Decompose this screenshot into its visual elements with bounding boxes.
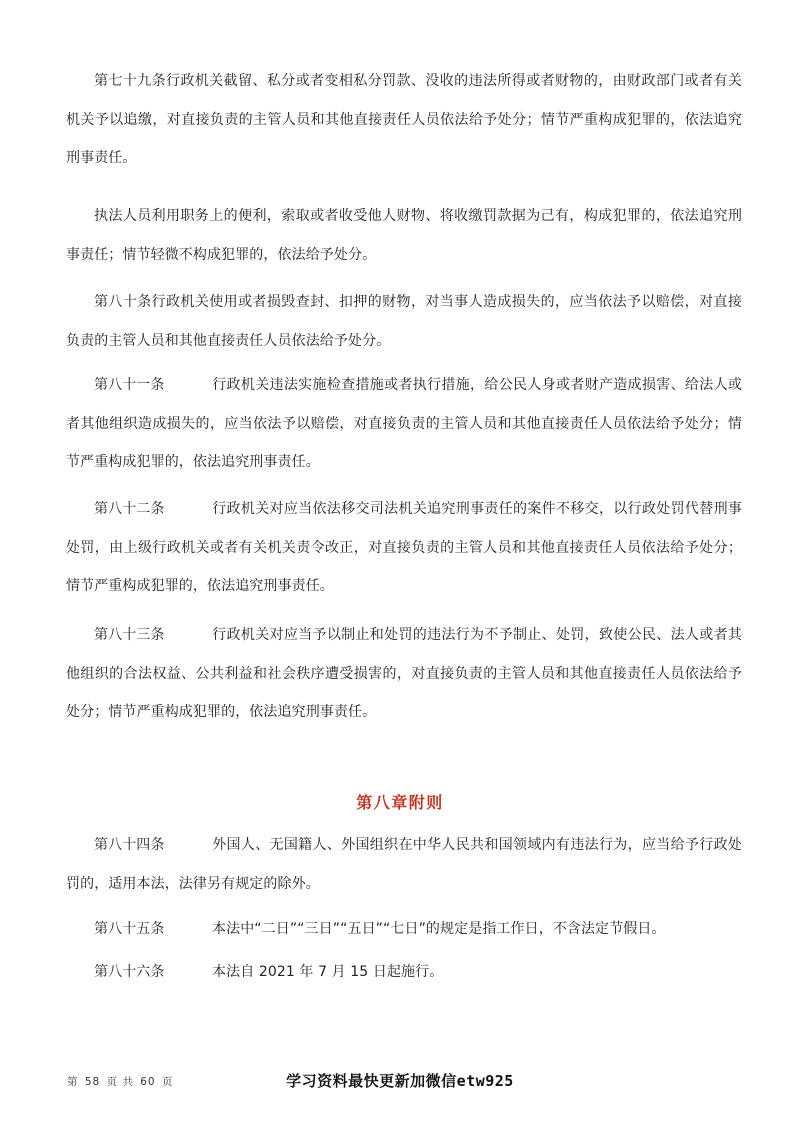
article-number: 第八十四条 bbox=[94, 837, 165, 853]
paragraph-article-84 bbox=[66, 826, 742, 903]
paragraph-text: 第七十九条行政机关截留、私分或者变相私分罚款、没收的违法所得或者财物的，由财政部门或者有关机关予以追缴，对直接负责的主管人员和其他直接责任人员依法给予处分；情节严重构成犯罪的，依法追究刑事责任。 bbox=[66, 73, 742, 166]
article-number: 第八十三条 bbox=[94, 627, 165, 643]
article-number: 第八十五条 bbox=[94, 921, 165, 937]
chapter-title: 第八章附则 bbox=[356, 793, 444, 812]
page-suffix: 页 bbox=[161, 1076, 174, 1088]
article-number: 第八十二条 bbox=[94, 501, 165, 517]
paragraph-text: 行政机关对应当依法移交司法机关追究刑事责任的案件不移交，以行政处罚代替刑事处罚，由上级行政机关或者有关机关责令改正，对直接负责的主管人员和其他直接责任人员依法给予处分；情节严重构成犯罪的，依法追究刑事责任。 bbox=[66, 501, 742, 594]
footer-note: 学习资料最快更新加微信etw925 bbox=[286, 1072, 514, 1090]
paragraph-article-82 bbox=[66, 490, 742, 606]
paragraph-article-86 bbox=[66, 953, 742, 992]
paragraph-article-79-continued bbox=[66, 197, 742, 274]
paragraph-text: 本法自 2021 年 7 月 15 日起施行。 bbox=[212, 964, 444, 980]
page-current: 58 bbox=[84, 1076, 101, 1088]
paragraph-text: 行政机关违法实施检查措施或者执行措施，给公民人身或者财产造成损害、给法人或者其他组织造成损失的，应当依法予以赔偿，对直接负责的主管人员和其他直接责任人员依法给予处分；情节严重构成犯罪的，依法追究刑事责任。 bbox=[66, 377, 742, 470]
paragraph-article-81 bbox=[66, 366, 742, 482]
paragraph-article-83 bbox=[66, 616, 742, 732]
paragraph-article-85 bbox=[66, 910, 742, 949]
paragraph-text: 执法人员利用职务上的便利，索取或者收受他人财物、将收缴罚款据为己有，构成犯罪的，依法追究刑事责任；情节轻微不构成犯罪的，依法给予处分。 bbox=[66, 208, 742, 263]
paragraph-text: 本法中“二日”“三日”“五日”“七日”的规定是指工作日，不含法定节假日。 bbox=[212, 921, 666, 937]
page-prefix: 第 bbox=[67, 1076, 79, 1088]
paragraph-text: 外国人、无国籍人、外国组织在中华人民共和国领域内有违法行为，应当给予行政处罚的，适用本法，法律另有规定的除外。 bbox=[66, 837, 742, 892]
page-mid: 页 共 bbox=[106, 1076, 134, 1088]
paragraph-article-79 bbox=[66, 62, 742, 178]
article-number: 第八十一条 bbox=[94, 377, 165, 393]
article-number: 第八十六条 bbox=[94, 964, 165, 980]
page-total: 60 bbox=[140, 1076, 156, 1088]
paragraph-text: 第八十条行政机关使用或者损毁查封、扣押的财物，对当事人造成损失的，应当依法予以赔偿，对直接负责的主管人员和其他直接责任人员依法给予处分。 bbox=[66, 294, 742, 349]
paragraph-article-80 bbox=[66, 283, 742, 360]
paragraph-text: 行政机关对应当予以制止和处罚的违法行为不予制止、处罚，致使公民、法人或者其他组织的合法权益、公共利益和社会秩序遭受损害的，对直接负责的主管人员和其他直接责任人员依法给予处分；情节严重构成犯罪的，依法追究刑事责任。 bbox=[66, 627, 742, 720]
